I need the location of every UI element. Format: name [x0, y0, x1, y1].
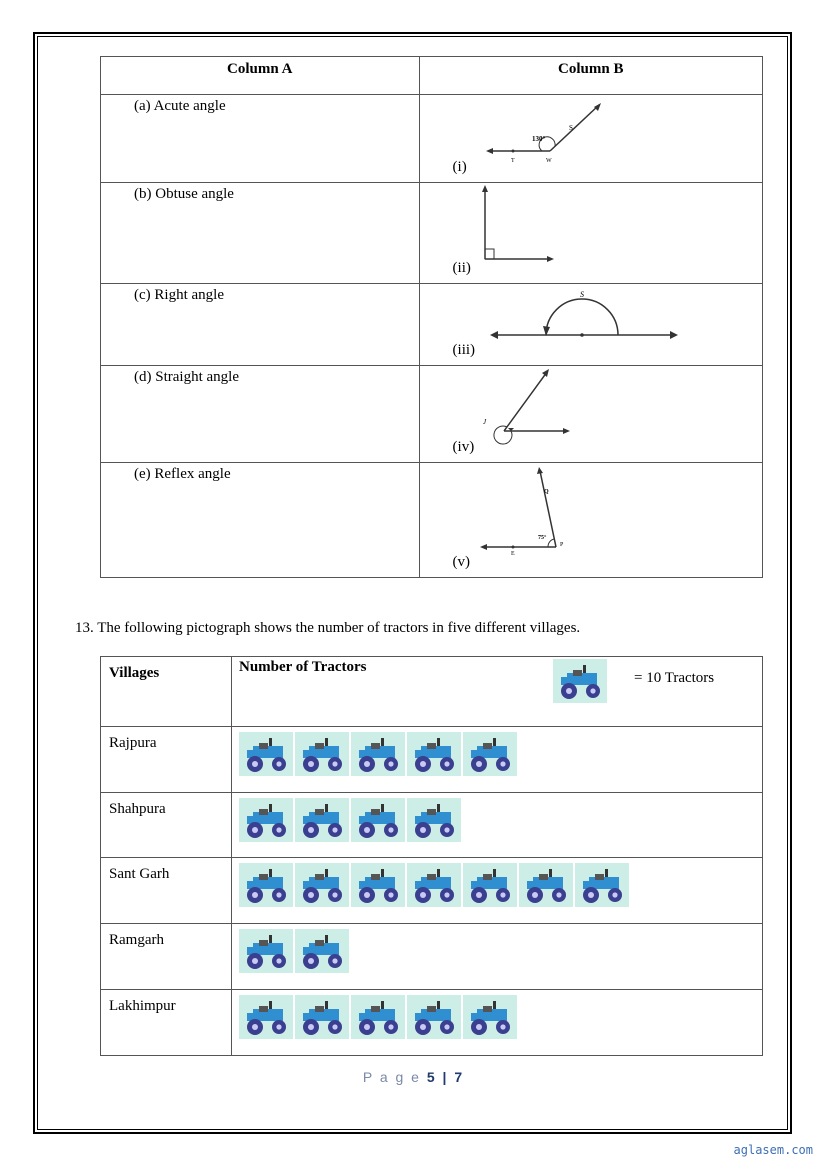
tractor-icon — [295, 732, 349, 776]
question-13: 13. The following pictograph shows the number of tractors in five different villages. — [75, 620, 581, 636]
tractor-icon — [295, 863, 349, 907]
village-name: Ramgarh — [101, 924, 232, 990]
tractor-icon — [407, 995, 461, 1039]
column-b-item — [419, 463, 762, 578]
figure-label: (v) — [452, 554, 471, 570]
pictograph-table — [100, 656, 763, 1056]
angle-label: 75° — [537, 535, 546, 541]
tractors-header: Number of Tractors — [239, 659, 367, 675]
village-name: Shahpura — [101, 793, 232, 858]
villages-header: Villages — [101, 657, 232, 727]
point-label: W — [545, 158, 552, 164]
tractor-icon-row — [232, 924, 762, 973]
point-label: P — [559, 542, 563, 548]
column-a-item: (e) Reflex angle — [101, 463, 420, 578]
village-name: Lakhimpur — [101, 990, 232, 1056]
tractor-icon — [351, 798, 405, 842]
point-label: J — [482, 418, 486, 426]
key-text: = 10 Tractors — [634, 670, 715, 686]
column-b-item — [419, 284, 762, 366]
column-a-header: Column A — [101, 57, 420, 95]
angle-figure-iii — [488, 288, 680, 348]
tractor-icon — [239, 929, 293, 973]
angle-figure-i — [484, 103, 614, 167]
match-table — [100, 56, 763, 578]
column-a-item: (b) Obtuse angle — [101, 183, 420, 284]
column-b-item — [419, 366, 762, 463]
column-a-item: (a) Acute angle — [101, 95, 420, 183]
point-label: S — [579, 290, 584, 299]
watermark: aglasem.com — [733, 1143, 813, 1157]
tractor-icons-cell — [232, 727, 763, 793]
tractor-icon — [463, 732, 517, 776]
tractor-icon — [295, 798, 349, 842]
tractor-icon — [239, 732, 293, 776]
figure-label: (ii) — [452, 260, 471, 276]
column-b-item — [419, 95, 762, 183]
column-a-item: (c) Right angle — [101, 284, 420, 366]
tractor-icon-row — [232, 727, 762, 776]
tractor-icon — [351, 732, 405, 776]
tractor-icon — [407, 798, 461, 842]
tractor-icon — [239, 995, 293, 1039]
tractor-icons-cell — [232, 858, 763, 924]
village-name: Rajpura — [101, 727, 232, 793]
angle-figure-iv — [480, 368, 580, 446]
key-tractor-icon — [553, 659, 607, 703]
point-label: E — [510, 551, 515, 557]
tractor-icons-cell — [232, 990, 763, 1056]
point-label: S — [568, 124, 573, 132]
angle-label: 130° — [531, 135, 545, 143]
tractor-icon — [463, 995, 517, 1039]
tractor-icon — [407, 732, 461, 776]
tractor-icon — [463, 863, 517, 907]
page-word: P a g e — [362, 1069, 421, 1085]
figure-label: (i) — [452, 159, 467, 175]
tractor-icon — [519, 863, 573, 907]
point-label: T — [510, 158, 515, 164]
column-b-item — [419, 183, 762, 284]
page-number: 5 | 7 — [426, 1069, 465, 1085]
tractor-icon — [351, 995, 405, 1039]
page-footer — [0, 1069, 827, 1085]
tractor-icon-row — [232, 990, 762, 1039]
tractor-icon — [239, 798, 293, 842]
figure-label: (iii) — [452, 342, 476, 358]
tractor-icon — [295, 929, 349, 973]
column-b-header: Column B — [419, 57, 762, 95]
village-name: Sant Garh — [101, 858, 232, 924]
tractor-icon — [575, 863, 629, 907]
angle-figure-ii — [480, 185, 560, 265]
tractor-icon-row — [232, 793, 762, 842]
tractor-icons-cell — [232, 924, 763, 990]
angle-figure-v — [478, 465, 578, 557]
figure-label: (iv) — [452, 439, 475, 455]
tractor-icon — [351, 863, 405, 907]
point-label: Q — [543, 489, 549, 495]
tractor-icon — [239, 863, 293, 907]
tractor-icon-row — [232, 858, 762, 907]
tractor-icon — [407, 863, 461, 907]
tractors-header-cell — [232, 657, 763, 727]
tractor-icon — [295, 995, 349, 1039]
column-a-item: (d) Straight angle — [101, 366, 420, 463]
tractor-icons-cell — [232, 793, 763, 858]
